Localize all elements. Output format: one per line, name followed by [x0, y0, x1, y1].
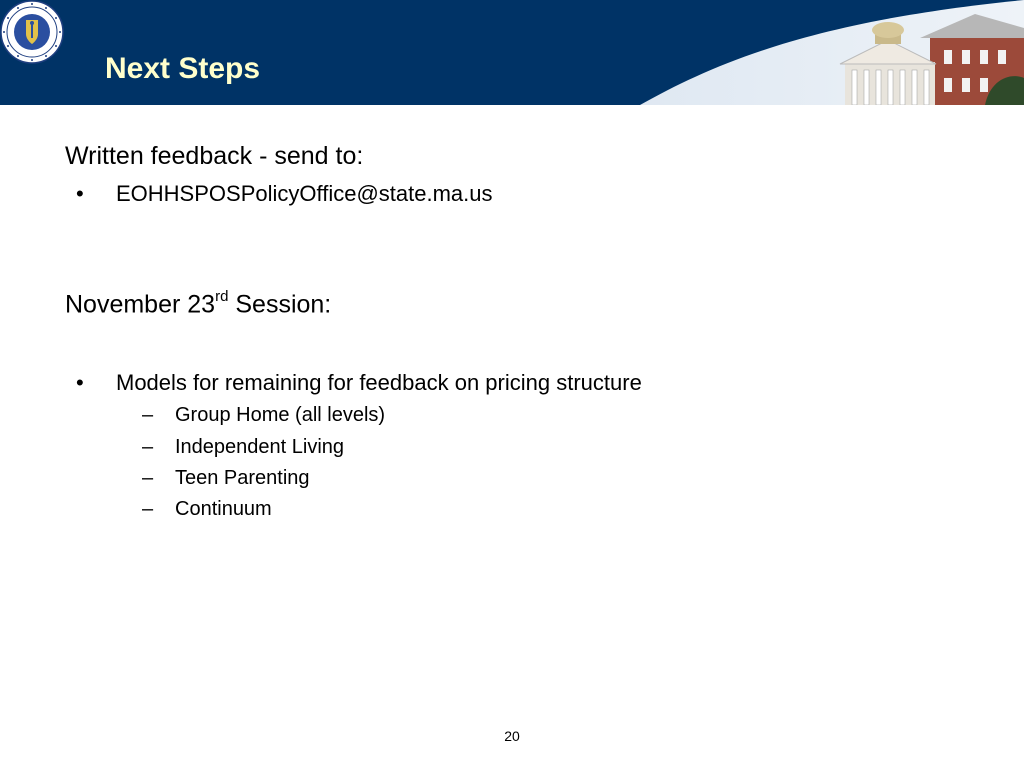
feedback-heading: Written feedback - send to: [65, 142, 364, 170]
bullet-mark: • [76, 181, 84, 206]
models-bullet-text: Models for remaining for feedback on pricing structure [116, 370, 642, 395]
sub-bullet-mark: – [142, 467, 154, 489]
sub-bullet-mark: – [142, 404, 154, 426]
model-item-text: Independent Living [175, 436, 345, 458]
sub-bullet-mark: – [142, 436, 154, 458]
session-heading-suffix: Session: [228, 290, 332, 319]
bullet-mark: • [76, 370, 84, 395]
model-item-text: Continuum [175, 498, 272, 520]
session-heading [65, 290, 331, 319]
model-item-text: Group Home (all levels) [175, 404, 386, 426]
slide-title: Next Steps [105, 52, 261, 85]
feedback-email: EOHHSPOSPolicyOffice@state.ma.us [116, 181, 493, 206]
session-heading-sup: rd [215, 288, 229, 305]
model-item-text: Teen Parenting [175, 467, 310, 489]
session-heading-prefix: November 23 [65, 290, 216, 319]
sub-bullet-mark: – [142, 498, 154, 520]
page-number: 20 [504, 728, 520, 744]
